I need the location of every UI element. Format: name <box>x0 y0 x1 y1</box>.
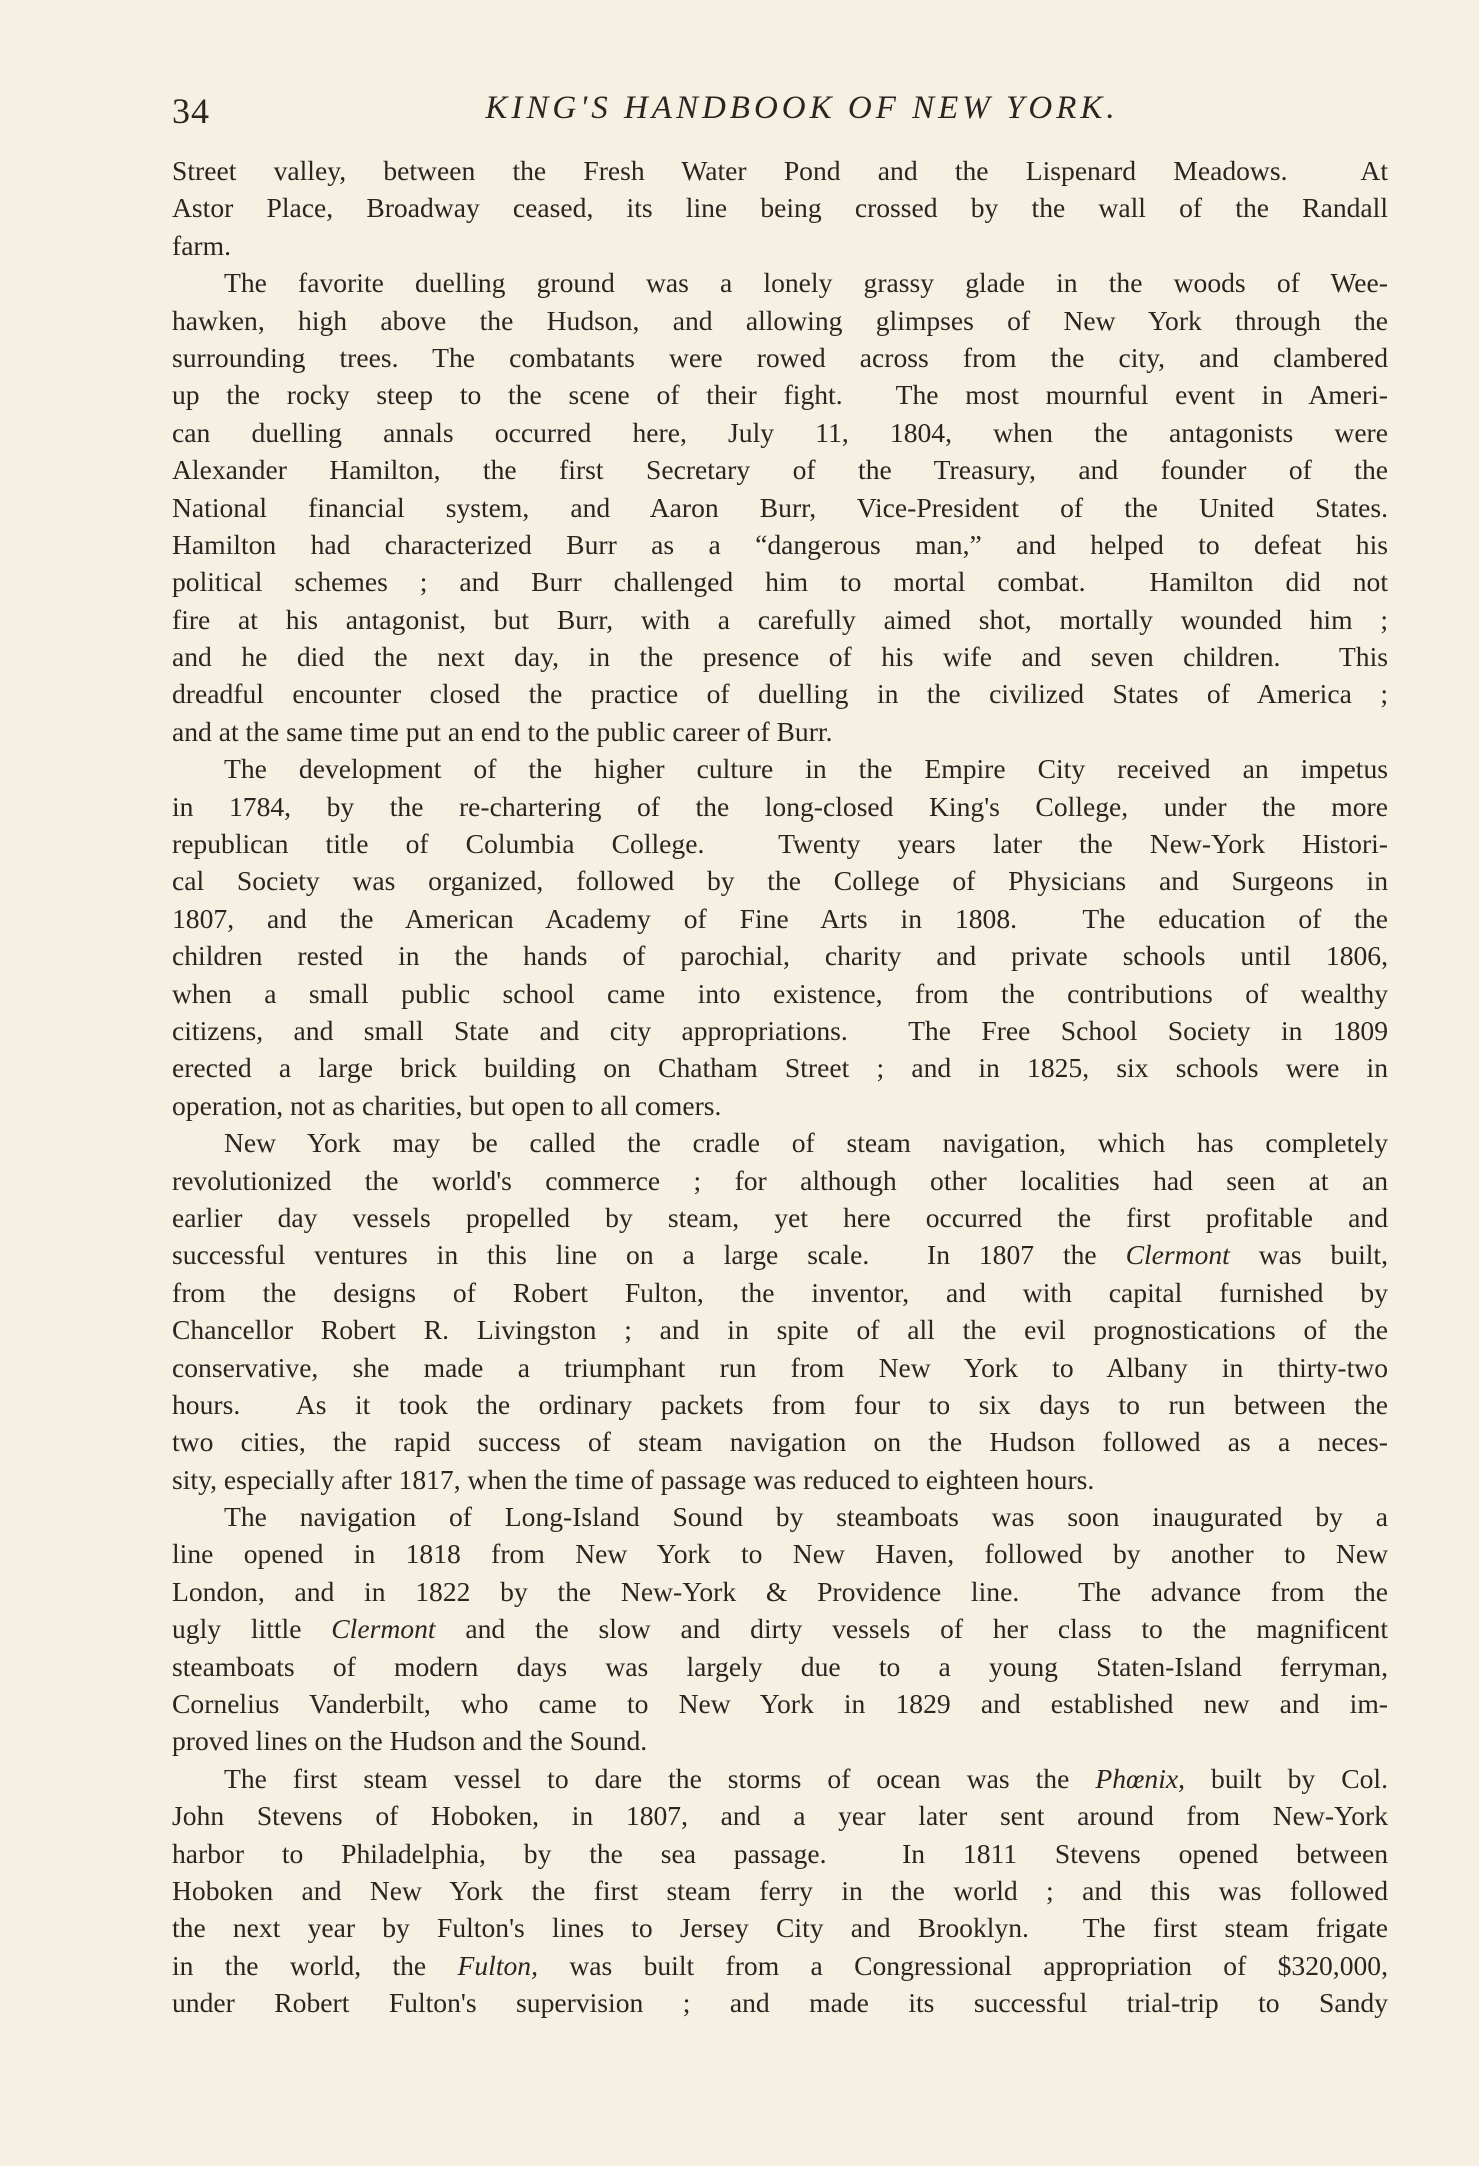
text-line <box>172 1498 1388 1535</box>
text-line <box>172 451 1388 488</box>
text-line <box>172 638 1388 675</box>
text-line <box>172 489 1388 526</box>
line-text-after: was built, <box>1229 1239 1388 1271</box>
text-line <box>172 526 1388 563</box>
line-text: earlier day vessels propelled by steam, yet here occurred the first profitable and <box>172 1201 1388 1233</box>
line-text: up the rocky steep to the scene of their fight. The most mournful event in Ameri- <box>172 379 1388 411</box>
text-line <box>172 1349 1388 1386</box>
text-line <box>172 750 1388 787</box>
text-line <box>172 1610 1388 1647</box>
text-line <box>172 1386 1388 1423</box>
line-text: surrounding trees. The combatants were rowed across from the city, and clambered <box>172 341 1388 373</box>
text-line <box>172 152 1388 189</box>
line-text: can duelling annals occurred here, July 11, 1804, when the antagonists were <box>172 416 1388 448</box>
text-line <box>172 264 1388 301</box>
line-text: in the world, the <box>172 1949 458 1981</box>
line-text: Cornelius Vanderbilt, who came to New York in 1829 and established new and im- <box>172 1688 1388 1720</box>
text-line <box>172 1087 1388 1124</box>
line-text: steamboats of modern days was largely due to a young Staten-Island ferryman, <box>172 1650 1388 1682</box>
text-line <box>172 1797 1388 1834</box>
italic-title: Clermont <box>331 1613 436 1645</box>
line-text: farm. <box>172 229 231 261</box>
text-line <box>172 1124 1388 1161</box>
line-text: two cities, the rapid success of steam navigation on the Hudson followed as a neces- <box>172 1426 1388 1458</box>
line-text: hours. As it took the ordinary packets from four to six days to run between the <box>172 1388 1388 1420</box>
line-text: National financial system, and Aaron Burr, Vice-President of the United States. <box>172 491 1388 523</box>
line-text: ugly little <box>172 1613 332 1645</box>
line-text: Street valley, between the Fresh Water Pond and the Lispenard Meadows. At <box>172 155 1388 186</box>
text-line <box>172 1984 1388 2021</box>
line-text: The development of the higher culture in the Empire City received an impetus <box>224 753 1388 785</box>
line-text: and at the same time put an end to the public career of Burr. <box>172 715 833 747</box>
text-line <box>172 1648 1388 1685</box>
line-text: and he died the next day, in the presence of his wife and seven children. This <box>172 641 1388 673</box>
text-line <box>172 1423 1388 1460</box>
text-line <box>172 1461 1388 1498</box>
line-text: Hoboken and New York the first steam ferry in the world ; and this was followed <box>172 1874 1388 1906</box>
text-line <box>172 339 1388 376</box>
text-line <box>172 302 1388 339</box>
text-line <box>172 601 1388 638</box>
line-text: Hamilton had characterized Burr as a “dangerous man,” and helped to defeat his <box>172 528 1388 560</box>
text-line <box>172 189 1388 226</box>
text-line <box>172 1872 1388 1909</box>
text-line <box>172 1947 1388 1984</box>
text-line <box>172 414 1388 451</box>
text-line <box>172 1760 1388 1797</box>
line-text: Astor Place, Broadway ceased, its line being crossed by the wall of the Randall <box>172 192 1388 224</box>
line-text: republican title of Columbia College. Twenty years later the New-York Histori- <box>172 828 1388 860</box>
text-line <box>172 1012 1388 1049</box>
line-text: line opened in 1818 from New York to New Haven, followed by another to New <box>172 1538 1388 1570</box>
line-text: Alexander Hamilton, the first Secretary of the Treasury, and founder of the <box>172 454 1388 486</box>
line-text: from the designs of Robert Fulton, the inventor, and with capital furnished by <box>172 1276 1388 1308</box>
line-text-after: built by Col. <box>1185 1762 1388 1794</box>
page-number: 34 <box>172 91 210 131</box>
line-text: successful ventures in this line on a large scale. In 1807 the <box>172 1239 1126 1271</box>
text-line <box>172 1835 1388 1872</box>
line-text-after: and the slow and dirty vessels of her class to the magnificent <box>435 1613 1388 1645</box>
text-line <box>172 862 1388 899</box>
text-line <box>172 1162 1388 1199</box>
line-text: harbor to Philadelphia, by the sea passage. In 1811 Stevens opened between <box>172 1837 1388 1869</box>
line-text: citizens, and small State and city appropriations. The Free School Society in 1809 <box>172 1014 1388 1046</box>
line-text: the next year by Fulton's lines to Jersey City and Brooklyn. The first steam frigate <box>172 1912 1388 1944</box>
italic-title: Fulton, <box>457 1949 538 1981</box>
running-head: KING'S HANDBOOK OF NEW YORK. <box>485 90 1119 126</box>
page-header <box>172 90 1392 140</box>
line-text: erected a large brick building on Chatham Street ; and in 1825, six schools were in <box>172 1052 1388 1084</box>
line-text: political schemes ; and Burr challenged him to mortal combat. Hamilton did not <box>172 566 1388 598</box>
text-line <box>172 1535 1388 1572</box>
line-text: The first steam vessel to dare the storms of ocean was the <box>224 1762 1096 1794</box>
text-line <box>172 1909 1388 1946</box>
text-line <box>172 227 1388 264</box>
text-line <box>172 1311 1388 1348</box>
line-text: Chancellor Robert R. Livingston ; and in spite of all the evil prognostications of the <box>172 1314 1388 1346</box>
text-line <box>172 1199 1388 1236</box>
line-text: under Robert Fulton's supervision ; and made its successful trial-trip to Sandy <box>172 1987 1388 2019</box>
text-line <box>172 1274 1388 1311</box>
line-text: fire at his antagonist, but Burr, with a carefully aimed shot, mortally wounded him ; <box>172 603 1388 635</box>
line-text: dreadful encounter closed the practice of duelling in the civilized States of America ; <box>172 678 1388 710</box>
text-line <box>172 825 1388 862</box>
text-line <box>172 900 1388 937</box>
body-text <box>172 152 1388 2022</box>
line-text: when a small public school came into existence, from the contributions of wealthy <box>172 977 1388 1009</box>
text-line <box>172 1722 1388 1759</box>
line-text: sity, especially after 1817, when the time of passage was reduced to eighteen hours. <box>172 1463 1095 1495</box>
line-text: 1807, and the American Academy of Fine Arts in 1808. The education of the <box>172 902 1388 934</box>
line-text: New York may be called the cradle of steam navigation, which has completely <box>224 1127 1388 1159</box>
text-line <box>172 975 1388 1012</box>
italic-title: Clermont <box>1125 1239 1230 1271</box>
text-line <box>172 1049 1388 1086</box>
text-line <box>172 1236 1388 1273</box>
line-text: conservative, she made a triumphant run from New York to Albany in thirty-two <box>172 1351 1388 1383</box>
line-text: in 1784, by the re-chartering of the long-closed King's College, under the more <box>172 790 1388 822</box>
text-line <box>172 1573 1388 1610</box>
line-text: operation, not as charities, but open to all comers. <box>172 1089 722 1121</box>
italic-title: Phœnix, <box>1095 1762 1186 1794</box>
text-line <box>172 788 1388 825</box>
text-line <box>172 1685 1388 1722</box>
text-line <box>172 563 1388 600</box>
line-text: cal Society was organized, followed by the College of Physicians and Surgeons in <box>172 865 1388 897</box>
text-line <box>172 376 1388 413</box>
line-text-after: was built from a Congressional appropriation of $320,000, <box>538 1949 1388 1981</box>
text-line <box>172 713 1388 750</box>
line-text: The favorite duelling ground was a lonely grassy glade in the woods of Wee- <box>224 267 1388 299</box>
line-text: London, and in 1822 by the New-York & Providence line. The advance from the <box>172 1575 1388 1607</box>
line-text: children rested in the hands of parochial, charity and private schools until 1806, <box>172 940 1388 972</box>
text-line <box>172 937 1388 974</box>
line-text: revolutionized the world's commerce ; for although other localities had seen at an <box>172 1164 1388 1196</box>
line-text: hawken, high above the Hudson, and allowing glimpses of New York through the <box>172 304 1388 336</box>
text-line <box>172 675 1388 712</box>
line-text: John Stevens of Hoboken, in 1807, and a year later sent around from New-York <box>172 1800 1388 1832</box>
line-text: proved lines on the Hudson and the Sound. <box>172 1725 648 1757</box>
line-text: The navigation of Long-Island Sound by steamboats was soon inaugurated by a <box>224 1501 1388 1533</box>
